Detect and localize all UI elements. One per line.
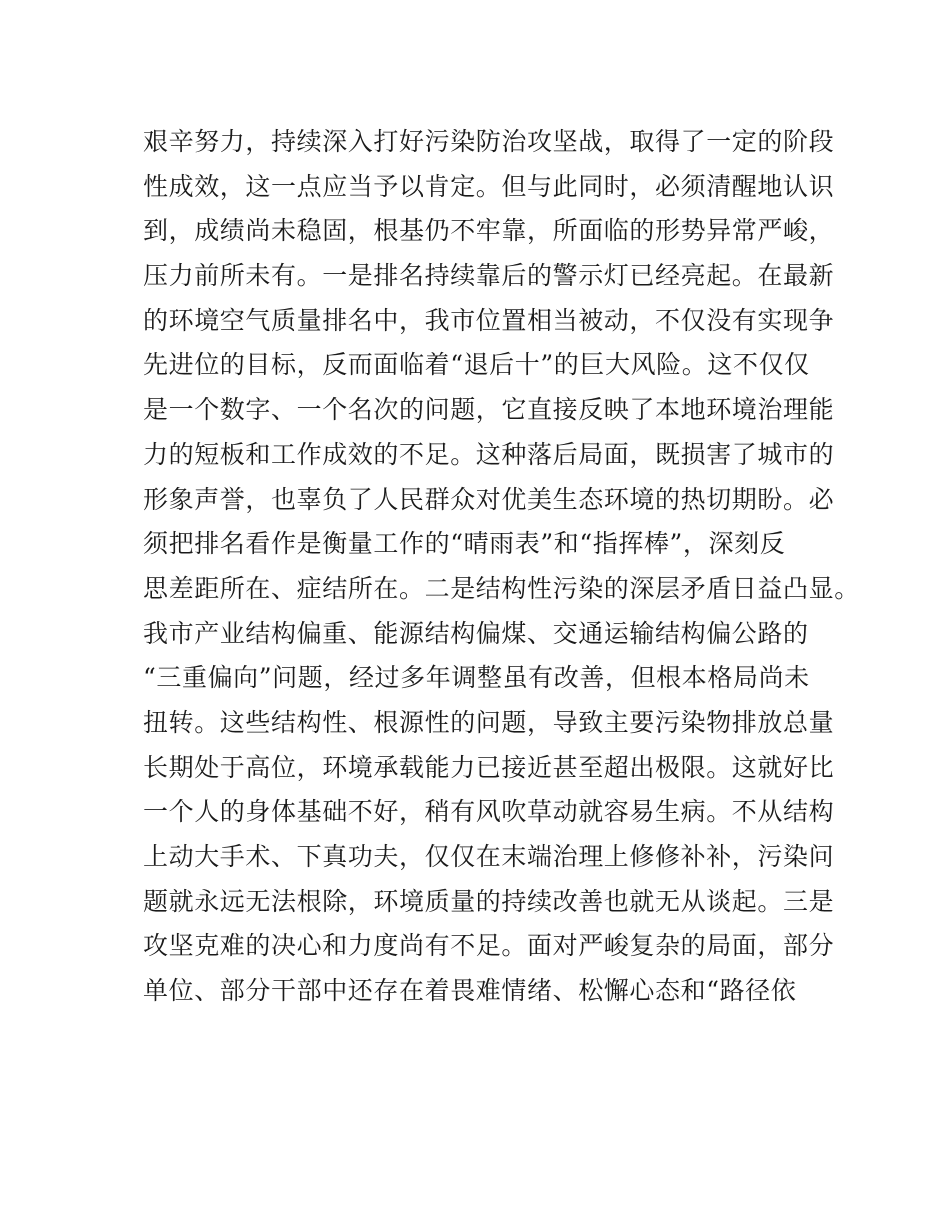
text-line: 题就永远无法根除，环境质量的持续改善也就无从谈起。三是: [143, 886, 835, 916]
body-text: [143, 120, 860, 1014]
text-line: 上动大手术、下真功夫，仅仅在末端治理上修修补补，污染问: [143, 842, 835, 871]
text-line: “三重偏向”问题，经过多年调整虽有改善，但根本格局尚未: [143, 663, 810, 693]
text-line: 我市产业结构偏重、能源结构偏煤、交通运输结构偏公路的: [143, 618, 809, 648]
text-line: 攻坚克难的决心和力度尚有不足。面对严峻复杂的局面，部分: [143, 931, 835, 961]
text-line: 力的短板和工作成效的不足。这种落后局面，既损害了城市的: [143, 439, 835, 469]
text-line: 一个人的身体基础不好，稍有风吹草动就容易生病。不从结构: [143, 797, 835, 827]
text-line: 压力前所未有。一是排名持续靠后的警示灯已经亮起。在最新: [143, 261, 835, 291]
text-line: 艰辛努力，持续深入打好污染防治攻坚战，取得了一定的阶段: [143, 127, 835, 156]
text-line: 须把排名看作是衡量工作的“晴雨表”和“指挥棒”，深刻反: [143, 529, 786, 559]
text-line: 到，成绩尚未稳固，根基仍不牢靠，所面临的形势异常严峻，: [143, 216, 835, 246]
text-line: 思差距所在、症结所在。二是结构性污染的深层矛盾日益凸显。: [143, 573, 860, 603]
text-line: 先进位的目标，反而面临着“退后十”的巨大风险。这不仅仅: [143, 350, 810, 380]
text-line: 性成效，这一点应当予以肯定。但与此同时，必须清醒地认识: [143, 171, 835, 201]
text-line: 形象声誉，也辜负了人民群众对优美生态环境的热切期盼。必: [143, 484, 835, 514]
text-line: 扭转。这些结构性、根源性的问题，导致主要污染物排放总量: [143, 707, 835, 737]
text-line: 单位、部分干部中还存在着畏难情绪、松懈心态和“路径依: [143, 976, 797, 1006]
text-line: 是一个数字、一个名次的问题，它直接反映了本地环境治理能: [143, 395, 835, 425]
text-line: 长期处于高位，环境承载能力已接近甚至超出极限。这就好比: [143, 752, 835, 782]
text-line: 的环境空气质量排名中，我市位置相当被动，不仅没有实现争: [143, 305, 835, 335]
